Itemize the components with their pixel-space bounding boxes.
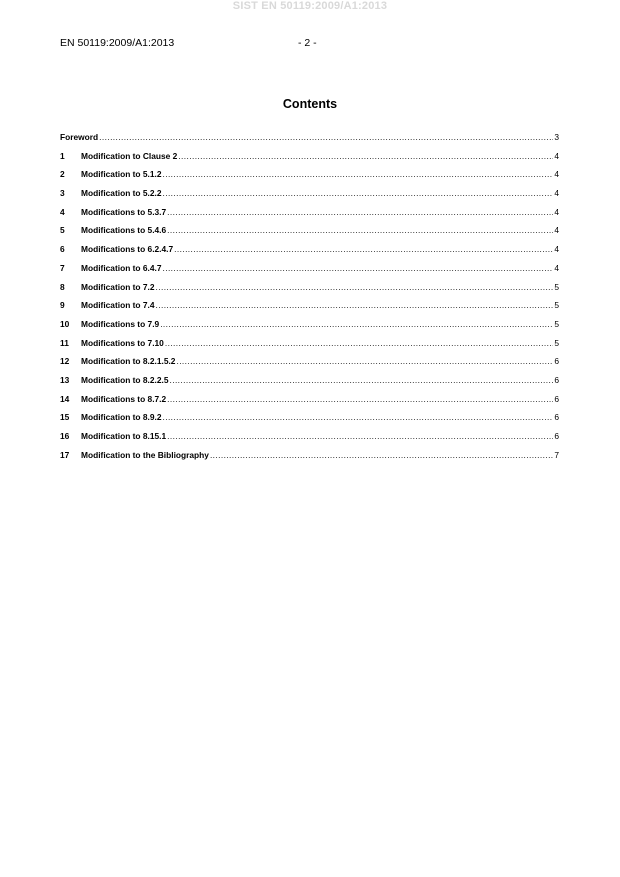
toc-entry-number: 8 xyxy=(60,281,65,292)
toc-entry[interactable] xyxy=(60,356,559,375)
toc-entry-page: 4 xyxy=(554,206,559,217)
toc-entry-title: Modification to 5.2.2 xyxy=(81,188,162,199)
toc-entry-page: 4 xyxy=(554,169,559,180)
toc-entry-number: 13 xyxy=(60,374,70,385)
toc-entry-title: Modifications to 8.7.2 xyxy=(81,393,167,404)
toc-entry[interactable] xyxy=(60,282,559,301)
toc-leader-dots xyxy=(167,225,553,235)
toc-leader-dots xyxy=(165,338,553,348)
toc-leader-dots xyxy=(167,394,553,404)
toc-leader-dots xyxy=(178,151,553,161)
toc-entry-number: 17 xyxy=(60,449,70,460)
toc-entry-page: 4 xyxy=(554,188,559,199)
toc-entry[interactable] xyxy=(60,225,559,244)
toc-entry[interactable] xyxy=(60,338,559,357)
toc-leader-dots xyxy=(167,207,553,217)
toc-entry-title: Modification to 8.9.2 xyxy=(81,412,162,423)
toc-entry-title: Modification to 8.2.1.5.2 xyxy=(81,356,176,367)
toc-entry[interactable] xyxy=(60,151,559,170)
toc-entry-title: Modification to the Bibliography xyxy=(81,449,209,460)
toc-entry[interactable] xyxy=(60,188,559,207)
toc-entry-page: 5 xyxy=(554,300,559,311)
toc-entry[interactable] xyxy=(60,431,559,450)
page-number: - 2 - xyxy=(298,37,317,49)
toc-leader-dots xyxy=(169,375,553,385)
toc-entry-title: Modifications to 7.9 xyxy=(81,318,160,329)
toc-entry-title: Modification to Clause 2 xyxy=(81,150,178,161)
toc-entry-number: 14 xyxy=(60,393,70,404)
toc-entry-number: 5 xyxy=(60,225,65,236)
toc-entry-page: 6 xyxy=(554,356,559,367)
toc-entry-number: 3 xyxy=(60,188,65,199)
toc-entry[interactable] xyxy=(60,394,559,413)
toc-entry-page: 4 xyxy=(554,244,559,255)
table-of-contents xyxy=(60,132,559,468)
toc-entry-number: 11 xyxy=(60,337,69,348)
toc-entry-title: Modification to 8.2.2.5 xyxy=(81,374,169,385)
toc-entry-number: 6 xyxy=(60,244,65,255)
toc-entry-page: 4 xyxy=(554,262,559,273)
toc-leader-dots xyxy=(163,188,554,198)
toc-entry-title: Modifications to 6.2.4.7 xyxy=(81,244,174,255)
toc-entry-title: Modification to 7.2 xyxy=(81,281,155,292)
toc-entry[interactable] xyxy=(60,207,559,226)
toc-entry[interactable] xyxy=(60,450,559,469)
toc-entry-title: Modification to 7.4 xyxy=(81,300,155,311)
watermark: SIST EN 50119:2009/A1:2013 xyxy=(232,0,388,12)
toc-entry-title: Foreword xyxy=(60,132,99,142)
toc-entry-number: 9 xyxy=(60,300,65,311)
toc-leader-dots xyxy=(156,300,554,310)
toc-entry-page: 6 xyxy=(554,374,559,385)
toc-entry-number: 12 xyxy=(60,356,70,367)
toc-entry-foreword[interactable] xyxy=(60,132,559,151)
toc-leader-dots xyxy=(210,450,553,460)
toc-entry-number: 1 xyxy=(60,150,65,161)
toc-leader-dots xyxy=(163,169,554,179)
toc-entry-page: 5 xyxy=(554,281,559,292)
toc-entry[interactable] xyxy=(60,319,559,338)
toc-entry-page: 4 xyxy=(554,150,559,161)
toc-entry-title: Modifications to 5.4.6 xyxy=(81,225,167,236)
toc-entry[interactable] xyxy=(60,300,559,319)
toc-entry-page: 3 xyxy=(554,132,559,142)
toc-entry-number: 10 xyxy=(60,318,70,329)
toc-leader-dots xyxy=(163,412,554,422)
toc-entry-number: 16 xyxy=(60,431,70,441)
toc-entry-title: Modification to 5.1.2 xyxy=(81,169,162,180)
toc-entry-number: 4 xyxy=(60,206,65,217)
document-id: EN 50119:2009/A1:2013 xyxy=(60,37,175,49)
toc-entry-number: 7 xyxy=(60,262,65,273)
toc-entry[interactable] xyxy=(60,375,559,394)
toc-entry-number: 15 xyxy=(60,412,70,423)
toc-leader-dots xyxy=(176,356,553,366)
toc-entry-number: 2 xyxy=(60,169,65,180)
toc-entry-title: Modification to 8.15.1 xyxy=(81,431,167,441)
toc-entry-page: 5 xyxy=(554,318,559,329)
toc-entry[interactable] xyxy=(60,244,559,263)
toc-entry-page: 5 xyxy=(554,337,559,348)
contents-title: Contents xyxy=(282,97,338,111)
toc-entry-page: 4 xyxy=(554,225,559,236)
toc-leader-dots xyxy=(174,244,553,254)
toc-entry[interactable] xyxy=(60,412,559,431)
toc-entry-page: 6 xyxy=(554,412,559,423)
toc-entry-title: Modification to 6.4.7 xyxy=(81,262,162,273)
toc-entry[interactable] xyxy=(60,263,559,282)
toc-leader-dots xyxy=(99,132,553,142)
toc-entry-page: 6 xyxy=(554,431,559,441)
toc-entry[interactable] xyxy=(60,169,559,188)
toc-leader-dots xyxy=(163,263,554,273)
toc-leader-dots xyxy=(160,319,553,329)
toc-entry-page: 7 xyxy=(554,449,559,460)
toc-entry-title: Modifications to 5.3.7 xyxy=(81,206,167,217)
toc-entry-title: Modifications to 7.10 xyxy=(81,337,164,348)
toc-leader-dots xyxy=(167,431,553,441)
toc-leader-dots xyxy=(156,282,554,292)
toc-entry-page: 6 xyxy=(554,393,559,404)
